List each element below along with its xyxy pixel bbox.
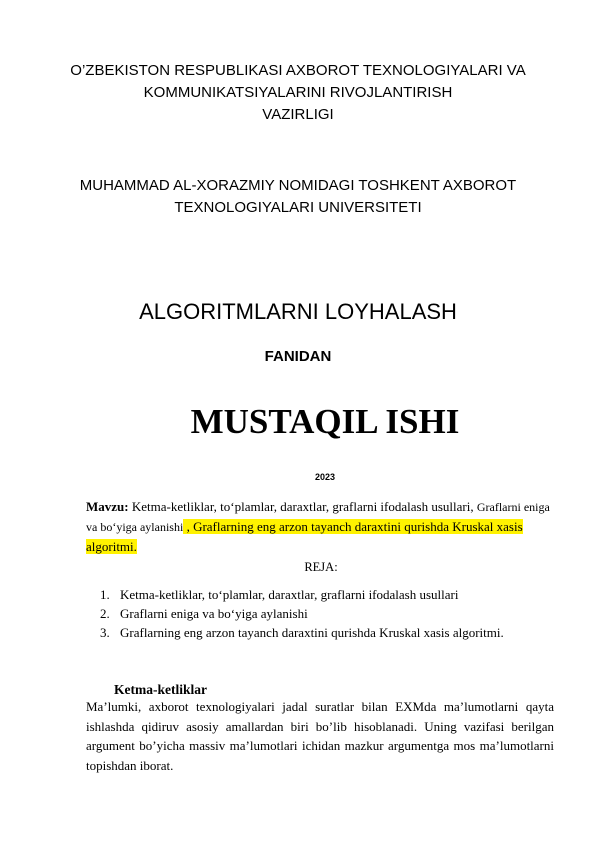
ministry-heading xyxy=(60,60,536,126)
list-item xyxy=(100,604,570,623)
list-item xyxy=(100,623,570,642)
university-heading xyxy=(60,175,536,219)
section-body: Ma’lumki, axborot texnologiyalari jadal suratlar bilan EXMda ma’lumotlarni qayta ishlashda qidiruv asosiy amallardan biri bo’lib hisoblanadi. Uning vazifasi berilgan argument bo’yicha massiv ma’lumotlari ichidan mazkur argumentga mos ma’lumotlarni topishdan iborat. xyxy=(86,699,554,773)
ministry-line-1: O’ZBEKISTON RESPUBLIKASI AXBOROT TEXNOLOGIYALARI VA xyxy=(70,62,526,79)
list-item xyxy=(100,585,570,604)
plan-heading: REJA: xyxy=(304,560,338,574)
university-line-1: MUHAMMAD AL-XORAZMIY NOMIDAGI TOSHKENT AXBOROT xyxy=(79,177,517,194)
topic-part-2: Graflarni eniga va bo‘yiga aylanishi xyxy=(86,500,550,534)
fanidan-label: FANIDAN xyxy=(264,348,332,365)
ministry-line-2: KOMMUNIKATSIYALARINI RIVOJLANTIRISH xyxy=(143,84,453,101)
section-title: Ketma-ketliklar xyxy=(114,682,207,697)
list-item-text: Ketma-ketliklar, to‘plamlar, daraxtlar, graflarni ifodalash usullari xyxy=(120,587,459,602)
university-line-2: TEXNOLOGIYALARI UNIVERSITETI xyxy=(174,199,422,216)
list-item-number: 3. xyxy=(100,625,110,640)
list-item-number: 2. xyxy=(100,606,110,621)
topic-part-1: Ketma-ketliklar, to‘plamlar, daraxtlar, graflarni ifodalash usullari, xyxy=(128,499,477,514)
year: 2023 xyxy=(314,472,336,482)
work-type-title: MUSTAQIL ISHI xyxy=(190,402,460,441)
list-item-text: Graflarni eniga va bo‘yiga aylanishi xyxy=(120,606,308,621)
topic-highlighted: , Graflarning eng arzon tayanch daraxtini qurishda Kruskal xasis algoritmi. xyxy=(86,519,523,554)
plan-list xyxy=(100,585,570,642)
ministry-line-3: VAZIRLIGI xyxy=(262,106,334,123)
topic-label: Mavzu: xyxy=(86,499,129,514)
topic-paragraph xyxy=(86,497,556,556)
list-item-text: Graflarning eng arzon tayanch daraxtini qurishda Kruskal xasis algoritmi. xyxy=(120,625,504,640)
list-item-number: 1. xyxy=(100,587,110,602)
subject-title: ALGORITMLARNI LOYHALASH xyxy=(139,299,457,324)
